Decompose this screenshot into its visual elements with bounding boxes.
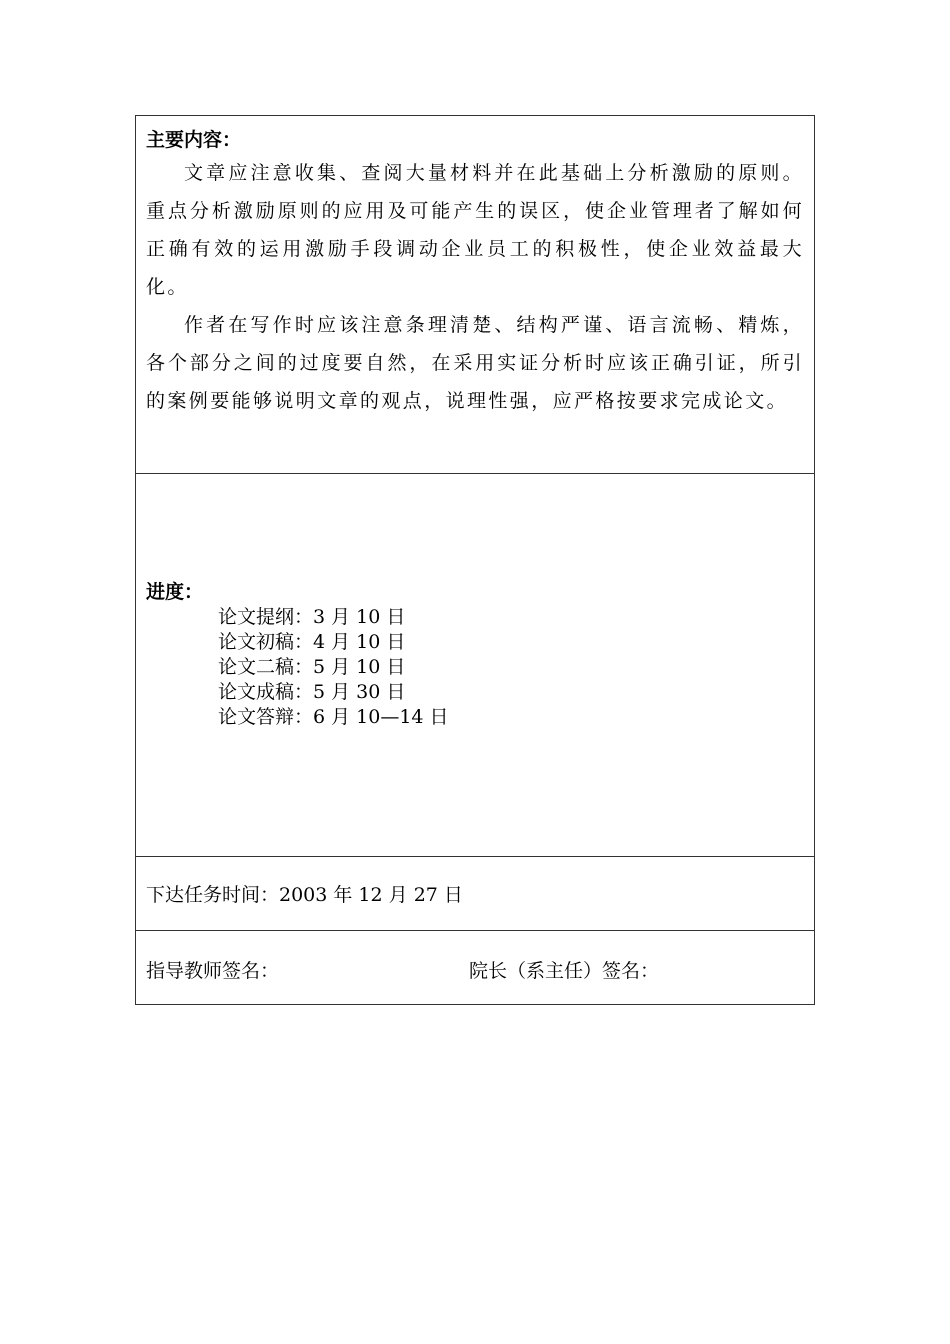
progress-item-first-draft: 论文初稿：4 月 10 日 <box>218 631 406 653</box>
issue-date-section <box>136 857 814 931</box>
progress-item-defense: 论文答辩：6 月 10—14 日 <box>218 706 449 728</box>
main-content-title: 主要内容： <box>146 129 242 151</box>
progress-item-second-draft: 论文二稿：5 月 10 日 <box>218 656 406 678</box>
main-content-section <box>136 116 814 474</box>
teacher-signature-label: 指导教师签名： <box>146 960 280 982</box>
main-content-paragraph-1: 文章应注意收集、查阅大量材料并在此基础上分析激励的原则。重点分析激励原则的应用及可能产生的误区，使企业管理者了解如何正确有效的运用激励手段调动企业员工的积极性，使企业效益最大化。 <box>146 162 804 298</box>
main-content-paragraph-2: 作者在写作时应该注意条理清楚、结构严谨、语言流畅、精炼，各个部分之间的过度要自然，在采用实证分析时应该正确引证，所引的案例要能够说明文章的观点，说理性强，应严格按要求完成论文。 <box>146 314 804 412</box>
progress-title: 进度： <box>146 581 204 603</box>
task-form-table <box>135 115 815 1005</box>
progress-list <box>218 605 449 730</box>
progress-item-outline: 论文提纲：3 月 10 日 <box>218 606 406 628</box>
dean-signature-label: 院长（系主任）签名： <box>469 960 660 982</box>
issue-date-text: 下达任务时间：2003 年 12 月 27 日 <box>146 884 463 906</box>
progress-section <box>136 474 814 857</box>
progress-item-final-draft: 论文成稿：5 月 30 日 <box>218 681 406 703</box>
signatures-section <box>136 931 814 1004</box>
